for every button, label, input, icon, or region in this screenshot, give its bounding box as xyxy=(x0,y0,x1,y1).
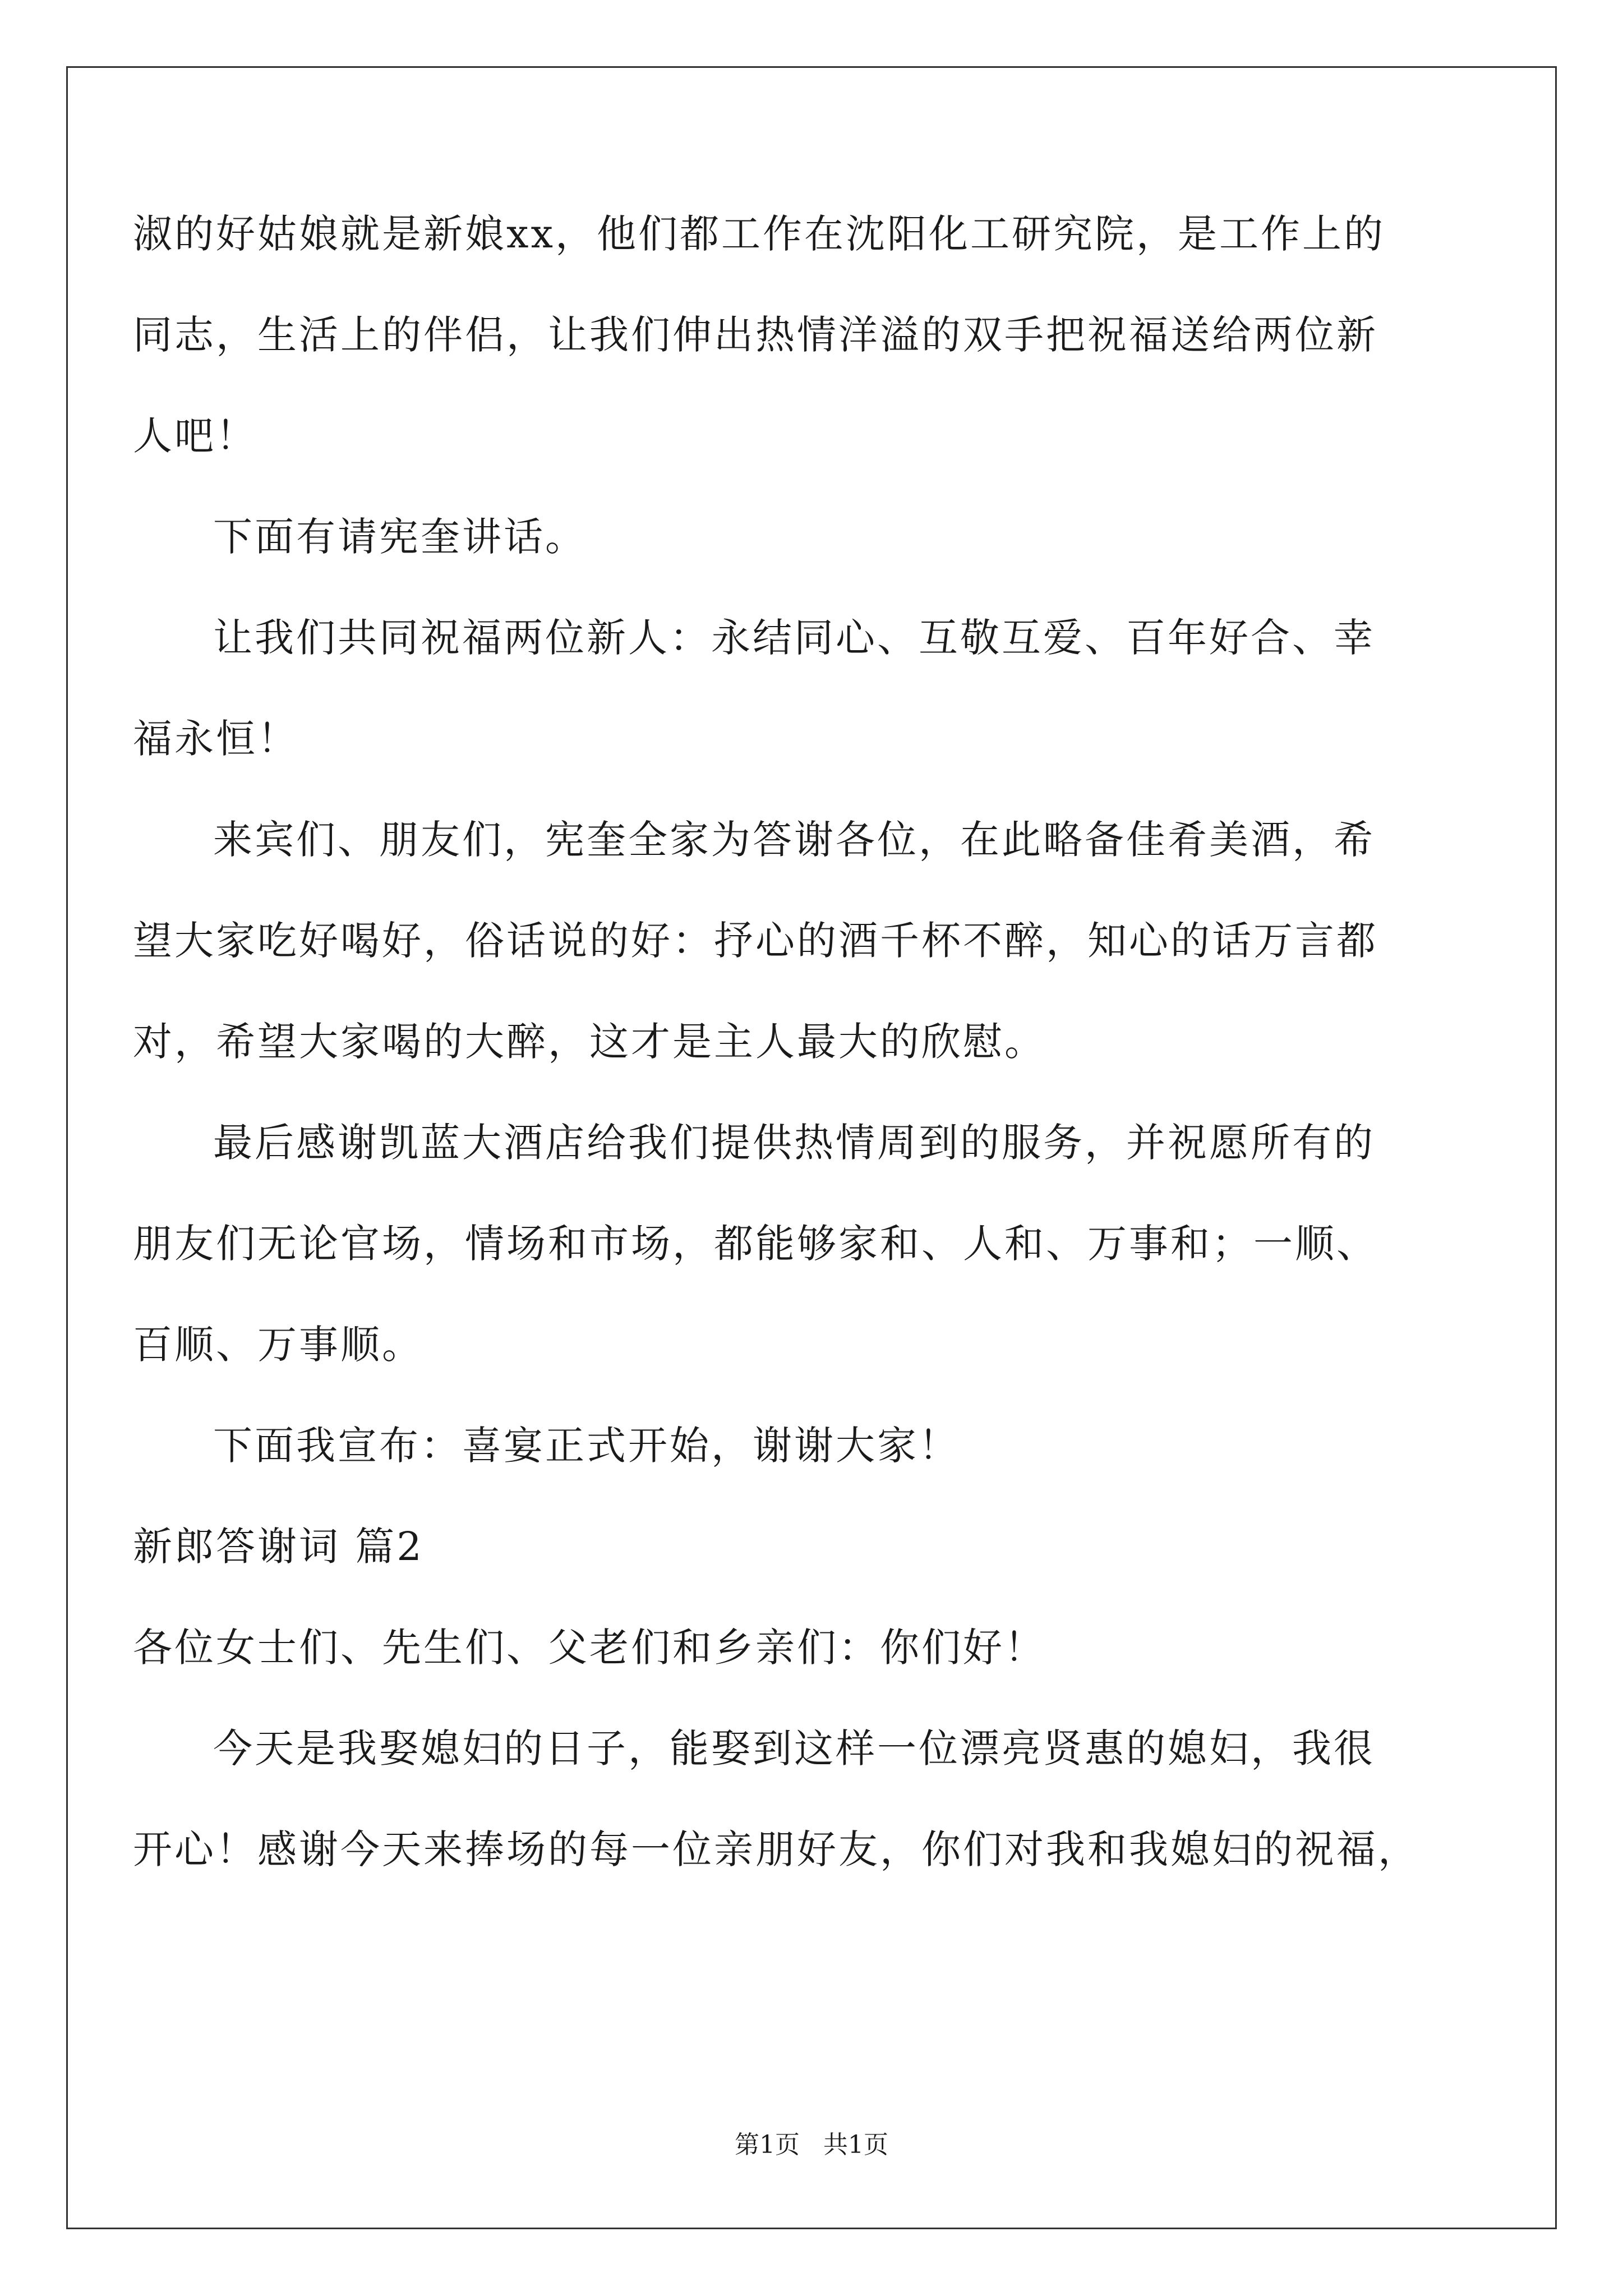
paragraph-line: 下面有请宪奎讲话。 xyxy=(213,514,587,560)
salutation-line: 各位女士们、先生们、父老们和乡亲们：你们好！ xyxy=(133,1625,1046,1671)
paragraph-line: 对，希望大家喝的大醉，这才是主人最大的欣慰。 xyxy=(133,1019,1046,1065)
paragraph-line: 来宾们、朋友们，宪奎全家为答谢各位，在此略备佳肴美酒，希 xyxy=(213,817,1375,863)
paragraph-line: 同志，生活上的伴侣，让我们伸出热情洋溢的双手把祝福送给两位新 xyxy=(133,312,1378,358)
paragraph-line: 朋友们无论官场，情场和市场，都能够家和、人和、万事和；一顺、 xyxy=(133,1221,1378,1267)
section-heading: 新郎答谢词 篇2 xyxy=(133,1524,424,1570)
page-footer: 第1页 共1页 xyxy=(735,2131,888,2159)
paragraph-line: 开心！感谢今天来捧场的每一位亲朋好友，你们对我和我媳妇的祝福， xyxy=(133,1826,1419,1872)
paragraph-line: 最后感谢凯蓝大酒店给我们提供热情周到的服务，并祝愿所有的 xyxy=(213,1120,1375,1166)
paragraph-line: 人吧！ xyxy=(133,413,257,459)
paragraph-line: 淑的好姑娘就是新娘xx，他们都工作在沈阳化工研究院，是工作上的 xyxy=(133,211,1385,257)
paragraph-line: 让我们共同祝福两位新人：永结同心、互敬互爱、百年好合、幸 xyxy=(213,615,1375,661)
paragraph-line: 今天是我娶媳妇的日子，能娶到这样一位漂亮贤惠的媳妇，我很 xyxy=(213,1726,1375,1772)
paragraph-line: 福永恒！ xyxy=(133,716,299,762)
paragraph-line: 下面我宣布：喜宴正式开始，谢谢大家！ xyxy=(213,1423,960,1469)
paragraph-line: 望大家吃好喝好，俗话说的好：抒心的酒千杯不醉，知心的话万言都 xyxy=(133,918,1378,964)
paragraph-line: 百顺、万事顺。 xyxy=(133,1322,423,1368)
